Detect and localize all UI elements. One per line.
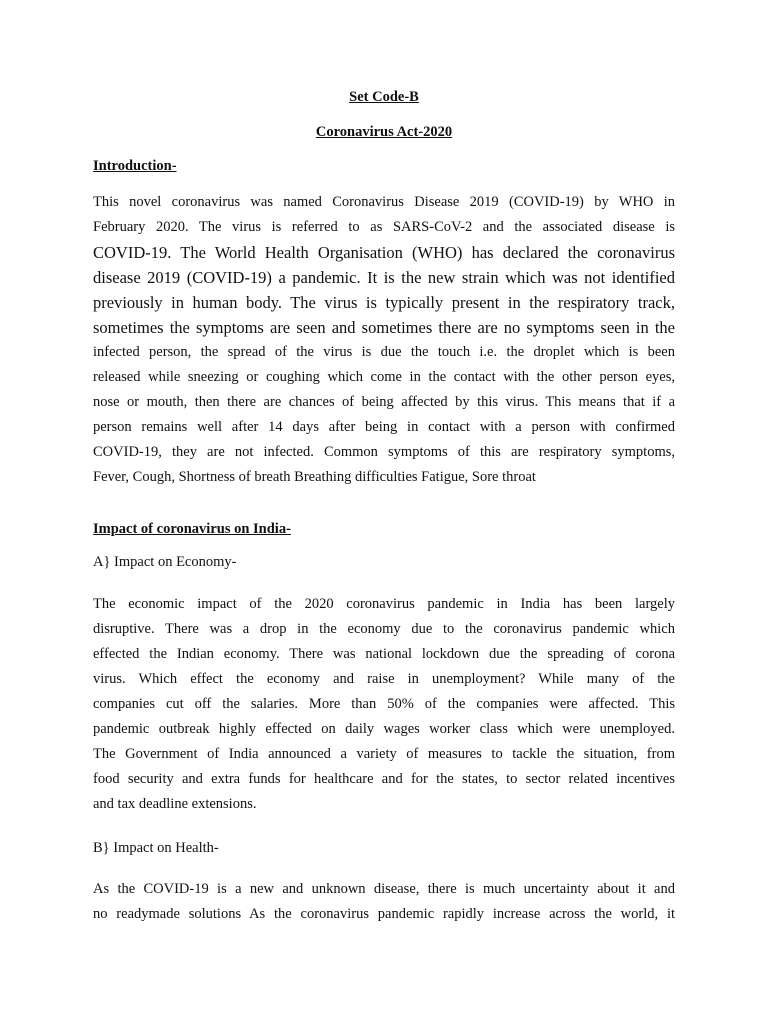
intro-line: previously in human body. The virus is typically present in the respiratory track, (93, 293, 675, 312)
economy-line: virus. Which effect the economy and raise in unemployment? While many of the (93, 671, 675, 687)
intro-line: disease 2019 (COVID-19) a pandemic. It is the new strain which was not identified (93, 268, 675, 287)
health-paragraph (93, 877, 675, 927)
economy-line: and tax deadline extensions. (93, 796, 257, 812)
economy-line: disruptive. There was a drop in the economy due to the coronavirus pandemic which (93, 621, 675, 637)
intro-line: COVID-19, they are not infected. Common symptoms of this are respiratory symptoms, (93, 444, 675, 460)
economy-line: companies cut off the salaries. More than 50% of the companies were affected. This (93, 696, 675, 712)
economy-line: effected the Indian economy. There was national lockdown due the spreading of corona (93, 646, 675, 662)
economy-line: The economic impact of the 2020 coronavirus pandemic in India has been largely (93, 596, 675, 612)
economy-line: pandemic outbreak highly effected on daily wages worker class which were unemployed. (93, 721, 675, 737)
intro-line: released while sneezing or coughing which come in the contact with the other person eyes, (93, 369, 675, 385)
introduction-heading: Introduction- (93, 158, 177, 174)
intro-line: sometimes the symptoms are seen and sometimes there are no symptoms seen in the (93, 318, 675, 337)
economy-line: The Government of India announced a variety of measures to tackle the situation, from (93, 746, 675, 762)
introduction-paragraph (93, 190, 675, 490)
health-subheading: B} Impact on Health- (93, 840, 219, 856)
intro-line: person remains well after 14 days after being in contact with a person with confirmed (93, 419, 675, 435)
impact-heading: Impact of coronavirus on India- (93, 521, 291, 537)
document-title: Coronavirus Act-2020 (315, 124, 453, 140)
economy-paragraph (93, 592, 675, 817)
intro-line: Fever, Cough, Shortness of breath Breathing difficulties Fatigue, Sore throat (93, 469, 536, 485)
intro-line: nose or mouth, then there are chances of being affected by this virus. This means that if a (93, 394, 675, 410)
economy-subheading: A} Impact on Economy- (93, 554, 237, 570)
intro-line: This novel coronavirus was named Coronavirus Disease 2019 (COVID-19) by WHO in (93, 194, 675, 210)
set-code: Set Code-B (349, 89, 419, 105)
health-line: As the COVID-19 is a new and unknown disease, there is much uncertainty about it and (93, 881, 675, 897)
intro-line: February 2020. The virus is referred to as SARS-CoV-2 and the associated disease is (93, 219, 675, 235)
health-line: no readymade solutions As the coronavirus pandemic rapidly increase across the world, it (93, 906, 675, 922)
economy-line: food security and extra funds for healthcare and for the states, to sector related incentives (93, 771, 675, 787)
intro-line: COVID-19. The World Health Organisation (WHO) has declared the coronavirus (93, 243, 675, 262)
intro-line: infected person, the spread of the virus is due the touch i.e. the droplet which is been (93, 344, 675, 360)
